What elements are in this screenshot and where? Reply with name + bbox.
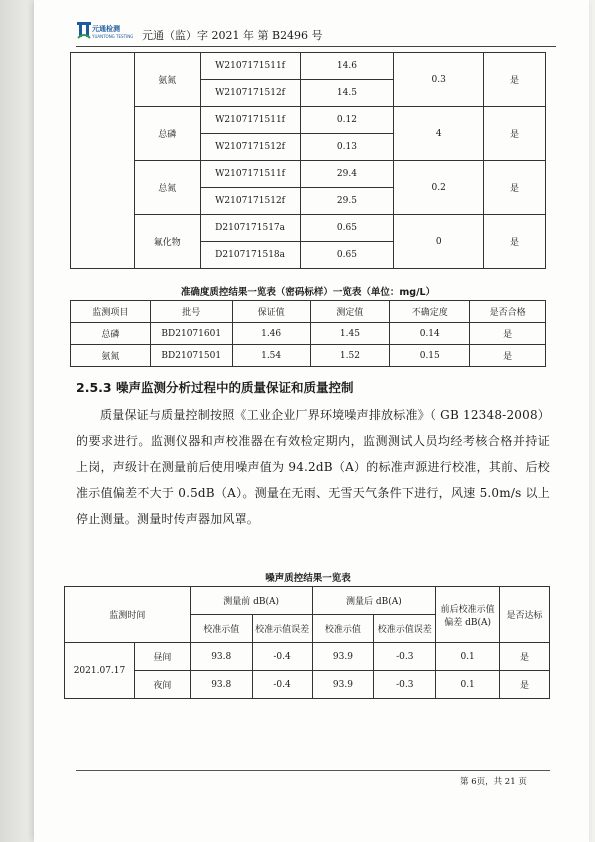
item-cell: 总磷 [134,107,200,161]
noise-qc-table [64,586,550,699]
cell: 0.15 [390,345,470,367]
sample-id-cell: W2107171511f [200,107,300,134]
cell: 1.54 [232,345,310,367]
cell: 93.8 [190,643,252,671]
header-cell: 批号 [150,301,232,323]
value-cell: 14.5 [300,80,394,107]
table-header-row [71,301,546,323]
table-header-row [65,587,550,615]
sample-id-cell: W2107171511f [200,161,300,188]
header-cell: 监测时间 [65,587,191,643]
cell: BD21071601 [150,323,232,345]
header-cell: 校准示值误差 [374,615,436,643]
page-edge-shadow [0,0,34,842]
value-cell: 0.13 [300,134,394,161]
header-cell: 监测项目 [71,301,151,323]
table-row [71,53,546,80]
header-cell: 测量后 dB(A) [312,587,436,615]
footer-divider [76,770,550,771]
deviation-cell: 0 [394,215,484,269]
cell: 0.1 [436,643,500,671]
cell: 93.9 [312,671,374,699]
page-number: 第 6页，共 21 页 [460,777,527,787]
cell: 总磷 [71,323,151,345]
cell: -0.3 [374,671,436,699]
table-row [71,107,546,134]
noise-table-caption: 噪声质控结果一览表 [265,573,351,584]
cell: 氨氮 [71,345,151,367]
value-cell: 0.65 [300,242,394,269]
cell: 是 [470,345,546,367]
category-cell [71,53,135,269]
parallel-sample-table [70,52,546,269]
document-number: 元通（监）字 2021 年 第 B2496 号 [142,29,323,42]
table-row [71,323,546,345]
header-cell: 校准示值 [312,615,374,643]
cell: 是 [500,671,550,699]
item-cell: 总氮 [134,161,200,215]
cell: 93.8 [190,671,252,699]
value-cell: 29.4 [300,161,394,188]
cell: 0.14 [390,323,470,345]
sample-id-cell: D2107171517a [200,215,300,242]
body-paragraph: 质量保证与质量控制按照《工业企业厂界环境噪声排放标准》（ GB 12348-2008）的要求进行。监测仪器和声校准器在有效检定期内，监测测试人员均经考核合格并持证上岗，声级计在测量前后使用噪声值为 94.2dB（A）的标准声源进行校准，其前、后校准示值偏差不大于 0.5dB（A）。测量在无雨、无雪天气条件下进行，风速 5.0m/s 以上停止测量。测量时传声器加风罩。 [76,408,550,526]
table-row [65,671,550,699]
pass-cell: 是 [484,53,546,107]
header-cell: 前后校准示值偏差 dB(A) [436,587,500,643]
date-cell: 2021.07.17 [65,643,135,699]
sample-id-cell: W2107171511f [200,53,300,80]
cell: -0.4 [252,671,312,699]
value-cell: 14.6 [300,53,394,80]
value-cell: 0.12 [300,107,394,134]
deviation-cell: 0.3 [394,53,484,107]
table-row [71,215,546,242]
logo-name: 元通检测 [92,25,120,33]
cell: 1.46 [232,323,310,345]
cell: 1.45 [310,323,390,345]
header-cell: 测定值 [310,301,390,323]
cell: 是 [470,323,546,345]
header-cell: 是否合格 [470,301,546,323]
sample-id-cell: W2107171512f [200,134,300,161]
table-row [65,643,550,671]
deviation-cell: 0.2 [394,161,484,215]
table-row [71,345,546,367]
company-logo [76,18,136,44]
cell: 夜间 [134,671,190,699]
section-heading: 2.5.3 噪声监测分析过程中的质量保证和质量控制 [76,380,354,395]
header-cell: 保证值 [232,301,310,323]
header-cell: 不确定度 [390,301,470,323]
cell: 93.9 [312,643,374,671]
pass-cell: 是 [484,215,546,269]
sample-id-cell: W2107171512f [200,188,300,215]
cell: BD21071501 [150,345,232,367]
deviation-cell: 4 [394,107,484,161]
accuracy-table [70,300,546,367]
logo-subtitle: YUANTONG TESTING [92,34,134,39]
item-cell: 氨氮 [134,53,200,107]
header-cell: 测量前 dB(A) [190,587,312,615]
value-cell: 0.65 [300,215,394,242]
sample-id-cell: D2107171518a [200,242,300,269]
accuracy-table-caption: 准确度质控结果一览表（密码标样）一览表（单位：mg/L） [180,287,436,298]
pass-cell: 是 [484,107,546,161]
value-cell: 29.5 [300,188,394,215]
cell: -0.3 [374,643,436,671]
logo-mark-icon [76,18,92,40]
item-cell: 氟化物 [134,215,200,269]
header-cell: 校准示值误差 [252,615,312,643]
cell: 1.52 [310,345,390,367]
table-row [71,161,546,188]
sample-id-cell: W2107171512f [200,80,300,107]
page-header [76,18,556,47]
pass-cell: 是 [484,161,546,215]
cell: 昼间 [134,643,190,671]
cell: 0.1 [436,671,500,699]
header-cell: 是否达标 [500,587,550,643]
cell: 是 [500,643,550,671]
cell: -0.4 [252,643,312,671]
header-cell: 校准示值 [190,615,252,643]
